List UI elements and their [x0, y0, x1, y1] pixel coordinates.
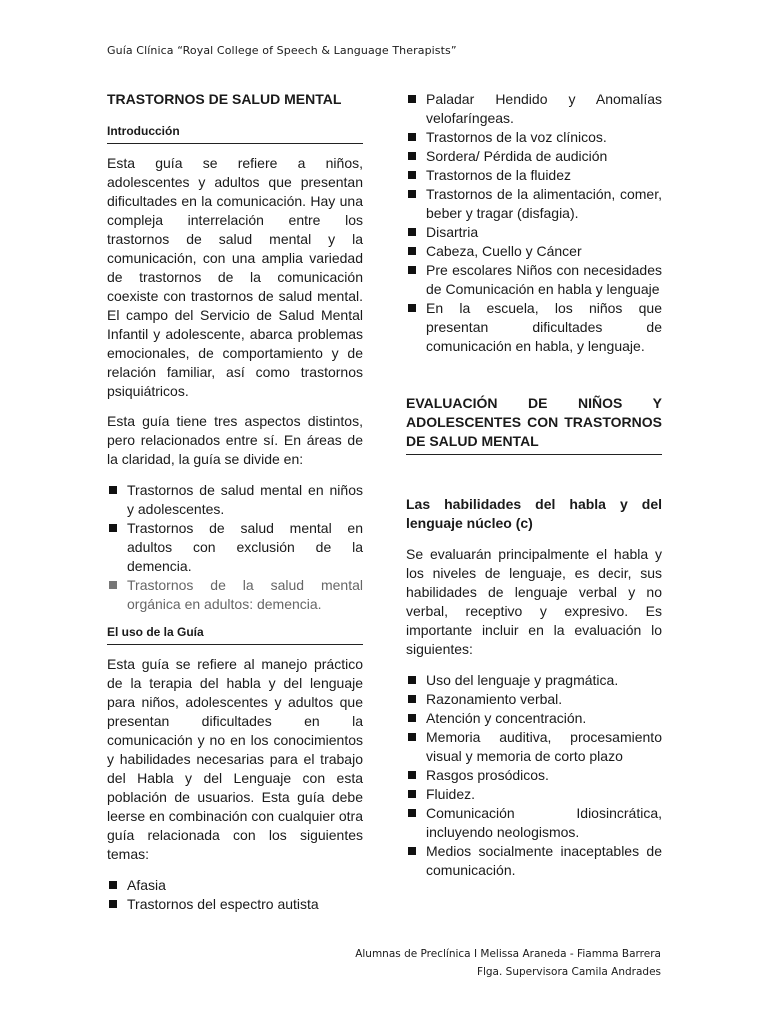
list-item: Atención y concentración.	[406, 709, 662, 728]
left-column	[107, 90, 363, 914]
list-item: Medios socialmente inaceptables de comunicación.	[406, 842, 662, 880]
intro-heading: Introducción	[107, 123, 363, 144]
list-item: Trastornos de la alimentación, comer, beber y tragar (disfagia).	[406, 185, 662, 223]
evaluation-title: EVALUACIÓN DE NIÑOS Y ADOLESCENTES CON TRASTORNOS DE SALUD MENTAL	[406, 394, 662, 455]
list-item: Trastornos de la voz clínicos.	[406, 128, 662, 147]
uso-heading: El uso de la Guía	[107, 624, 363, 645]
list-item: Sordera/ Pérdida de audición	[406, 147, 662, 166]
list-item: Trastornos del espectro autista	[107, 895, 363, 914]
aspects-list	[107, 481, 363, 614]
list-item: Trastornos de la salud mental orgánica en adultos: demencia.	[107, 576, 363, 614]
list-item: Uso del lenguaje y pragmática.	[406, 671, 662, 690]
list-item: Memoria auditiva, procesamiento visual y memoria de corto plazo	[406, 728, 662, 766]
page-header: Guía Clínica “Royal College of Speech & Language Therapists”	[107, 44, 457, 57]
list-item: Paladar Hendido y Anomalías velofaríngeas.	[406, 90, 662, 128]
intro-paragraph-1: Esta guía se refiere a niños, adolescentes y adultos que presentan dificultades en la comunicación. Hay una compleja interrelación entre los trastornos de salud mental y la comunicación, con una amplia variedad de trastornos de la comunicación coexiste con trastornos de salud mental. El campo del Servicio de Salud Mental Infantil y adolescente, abarca problemas emocionales, de comportamiento y de relación familiar, así como trastornos psiquiátricos.	[107, 155, 363, 399]
list-item: Trastornos de salud mental en niños y adolescentes.	[107, 481, 363, 519]
section-title: TRASTORNOS DE SALUD MENTAL	[107, 91, 342, 107]
list-item: Rasgos prosódicos.	[406, 766, 662, 785]
footer-authors: Alumnas de Preclínica I Melissa Araneda - Fiamma Barrera	[355, 948, 661, 960]
skills-paragraph: Se evaluarán principalmente el habla y los niveles de lenguaje, es decir, sus habilidades de lenguaje verbal y no verbal, receptivo y expresivo. Es importante incluir en la evaluación lo siguientes:	[406, 546, 662, 657]
list-item: Afasia	[107, 876, 363, 895]
list-item: Fluidez.	[406, 785, 662, 804]
right-column	[406, 90, 662, 880]
skills-list	[406, 671, 662, 880]
topics-list-left	[107, 876, 363, 914]
list-item: Cabeza, Cuello y Cáncer	[406, 242, 662, 261]
list-item: Disartria	[406, 223, 662, 242]
list-item: Pre escolares Niños con necesidades de Comunicación en habla y lenguaje	[406, 261, 662, 299]
list-item: Razonamiento verbal.	[406, 690, 662, 709]
list-item: En la escuela, los niños que presentan dificultades de comunicación en habla, y lenguaje.	[406, 299, 662, 356]
uso-paragraph: Esta guía se refiere al manejo práctico de la terapia del habla y del lenguaje para niños, adolescentes y adultos que presentan dificultades en la comunicación y no en los conocimientos y habilidades necesarias para el trabajo del Habla y del Lenguaje con esta población de usuarios. Esta guía debe leerse en combinación con cualquier otra guía relacionada con los siguientes temas:	[107, 656, 363, 862]
list-item: Trastornos de salud mental en adultos con exclusión de la demencia.	[107, 519, 363, 576]
intro-paragraph-2: Esta guía tiene tres aspectos distintos, pero relacionados entre sí. En áreas de la claridad, la guía se divide en:	[107, 413, 363, 467]
skills-heading: Las habilidades del habla y del lenguaje núcleo (c)	[406, 496, 662, 531]
list-item: Comunicación Idiosincrática, incluyendo neologismos.	[406, 804, 662, 842]
topics-list-right	[406, 90, 662, 356]
footer-supervisor: Flga. Supervisora Camila Andrades	[476, 966, 661, 978]
list-item: Trastornos de la fluidez	[406, 166, 662, 185]
